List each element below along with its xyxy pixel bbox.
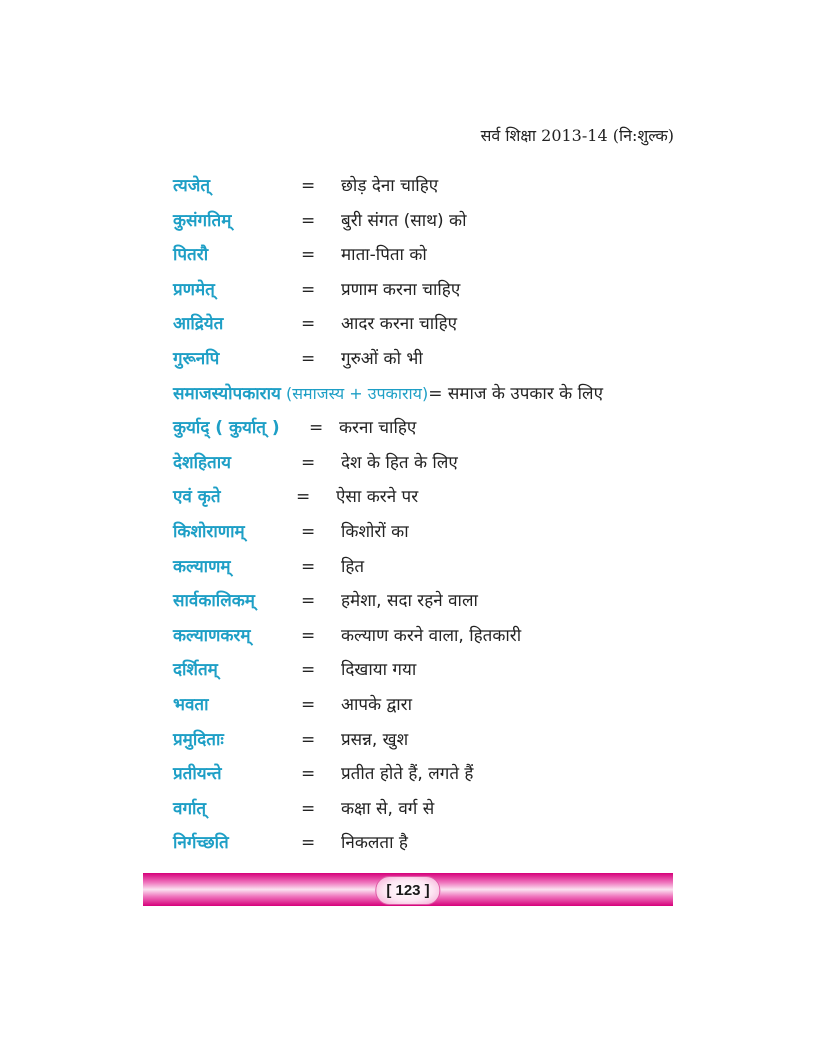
glossary-term: कल्याणकरम् xyxy=(173,625,251,646)
equals-sign: = xyxy=(301,764,316,785)
glossary-meaning: बुरी संगत (साथ) को xyxy=(341,210,467,231)
glossary-meaning: करना चाहिए xyxy=(339,418,417,439)
glossary-row xyxy=(173,518,653,553)
glossary-meaning: आपके द्वारा xyxy=(341,694,413,715)
equals-sign: = xyxy=(301,176,316,196)
glossary-term: कल्याणम् xyxy=(173,556,231,577)
glossary-term: निर्गच्छति xyxy=(173,833,229,854)
long-entry-line xyxy=(173,380,603,408)
glossary-meaning: कल्याण करने वाला, हितकारी xyxy=(341,625,522,646)
glossary-row xyxy=(173,241,653,276)
equals-sign: = xyxy=(301,625,316,646)
equals-sign: = xyxy=(301,521,316,542)
equals-sign: = xyxy=(301,694,316,715)
glossary-meaning: छोड़ देना चाहिए xyxy=(341,176,439,196)
glossary-meaning: प्रतीत होते हैं, लगते हैं xyxy=(341,764,474,785)
glossary-row xyxy=(173,795,653,830)
glossary-term: पितरौ xyxy=(173,245,209,266)
glossary-term: वर्गात् xyxy=(173,798,207,819)
glossary-meaning: आदर करना चाहिए xyxy=(341,314,458,335)
equals-sign: = xyxy=(301,279,316,300)
glossary-term: कुसंगतिम् xyxy=(173,210,232,231)
glossary-meaning: किशोरों का xyxy=(341,521,409,542)
glossary-meaning: माता-पिता को xyxy=(341,245,427,266)
glossary-row xyxy=(173,691,653,726)
equals-sign: = xyxy=(296,487,311,508)
glossary-meaning: कक्षा से, वर्ग से xyxy=(341,798,435,819)
equals-sign: = xyxy=(301,556,316,577)
glossary-term: किशोराणाम् xyxy=(173,521,245,542)
footer-band xyxy=(143,873,673,906)
glossary-row xyxy=(173,760,653,795)
equals-sign: = xyxy=(301,348,316,369)
equals-sign: = xyxy=(301,833,316,854)
glossary-term: देशहिताय xyxy=(173,452,231,473)
glossary-row xyxy=(173,345,653,380)
glossary-term: कुर्याद् ( कुर्यात् ) xyxy=(173,418,280,439)
glossary-term: समाजस्योपकाराय xyxy=(173,383,281,404)
glossary-row xyxy=(173,414,653,449)
glossary-term: भवता xyxy=(173,694,209,715)
glossary-row xyxy=(173,726,653,761)
glossary-row xyxy=(173,587,653,622)
glossary-term: दर्शितम् xyxy=(173,660,218,681)
glossary-meaning: ऐसा करने पर xyxy=(336,487,419,508)
equals-sign: = xyxy=(301,798,316,819)
glossary-meaning: देश के हित के लिए xyxy=(341,452,458,473)
glossary-list xyxy=(173,172,653,864)
glossary-term: प्रतीयन्ते xyxy=(173,764,222,785)
glossary-row xyxy=(173,310,653,345)
glossary-row xyxy=(173,207,653,242)
glossary-term: प्रमुदिताः xyxy=(173,729,224,750)
glossary-row xyxy=(173,276,653,311)
glossary-term: एवं कृते xyxy=(173,487,221,508)
glossary-row xyxy=(173,172,653,207)
equals-sign: = xyxy=(428,383,443,404)
glossary-term: सार्वकालिकम् xyxy=(173,591,255,612)
term-breakdown-note: (समाजस्य + उपकाराय) xyxy=(280,383,429,403)
glossary-meaning: हित xyxy=(341,556,365,577)
glossary-term: प्रणमेत् xyxy=(173,279,215,300)
glossary-meaning: प्रसन्न, खुश xyxy=(341,729,409,750)
glossary-meaning: प्रणाम करना चाहिए xyxy=(341,279,461,300)
page-number-badge: [ 123 ] xyxy=(375,876,440,905)
glossary-row xyxy=(173,483,653,518)
glossary-row xyxy=(173,829,653,864)
glossary-term: गुरूनपि xyxy=(173,348,220,369)
glossary-term: आद्रियेत xyxy=(173,314,224,335)
glossary-row-long xyxy=(173,380,653,415)
equals-sign: = xyxy=(309,418,324,439)
glossary-meaning: हमेशा, सदा रहने वाला xyxy=(341,591,478,612)
equals-sign: = xyxy=(301,245,316,266)
glossary-meaning: गुरुओं को भी xyxy=(341,348,423,369)
glossary-meaning: समाज के उपकार के लिए xyxy=(442,383,603,404)
glossary-row xyxy=(173,622,653,657)
glossary-row xyxy=(173,656,653,691)
equals-sign: = xyxy=(301,210,316,231)
glossary-meaning: निकलता है xyxy=(341,833,408,854)
glossary-row xyxy=(173,553,653,588)
glossary-term: त्यजेत् xyxy=(173,176,211,196)
equals-sign: = xyxy=(301,660,316,681)
page-header: सर्व शिक्षा 2013-14 (नि:शुल्क) xyxy=(480,126,674,145)
equals-sign: = xyxy=(301,314,316,335)
equals-sign: = xyxy=(301,729,316,750)
glossary-meaning: दिखाया गया xyxy=(341,660,417,681)
equals-sign: = xyxy=(301,591,316,612)
glossary-row xyxy=(173,449,653,484)
equals-sign: = xyxy=(301,452,316,473)
